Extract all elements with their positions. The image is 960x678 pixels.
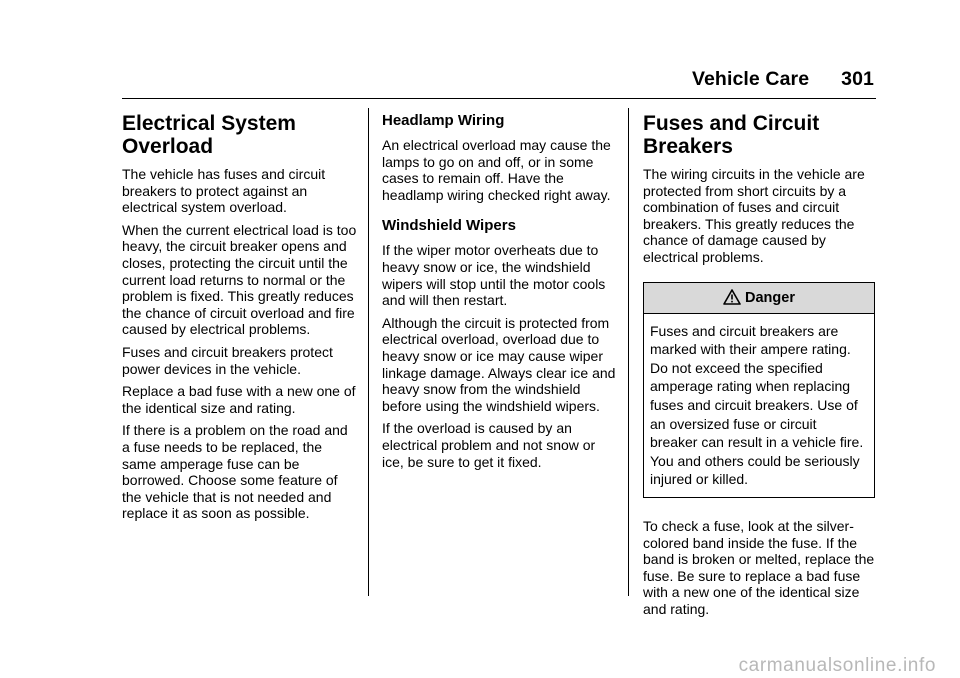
section-title: Vehicle Care <box>691 68 810 90</box>
column-fuses-breakers <box>643 108 878 623</box>
paragraph: To check a fuse, look at the silver-colored band inside the fuse. If the band is broken or melted, replace the fuse. Be sure to replace a bad fuse with a new one of the identical size and rating. <box>643 517 875 617</box>
fuses-breakers-title: Fuses and Circuit Breakers <box>643 112 820 158</box>
danger-header <box>644 283 874 314</box>
paragraph: The wiring circuits in the vehicle are protected from short circuits by a combination of fuses and circuit breakers. This greatly reduces the chance of damage caused by electrical problems. <box>643 166 865 265</box>
warning-icon <box>723 289 741 305</box>
electrical-overload-title: Electrical System Overload <box>122 112 296 158</box>
danger-text: Fuses and circuit breakers are marked with their ampere rating. Do not exceed the specified amperage rating when replacing fuses and circuit breakers. Use of an oversized fuse or circuit breaker can result in a vehicle fire. You and others could be seriously injured or killed. <box>650 322 864 488</box>
paragraph: If there is a problem on the road and a fuse needs to be replaced, the same amperage fuse can be borrowed. Choose some feature of the vehicle that is not needed and replace it as soon as possible. <box>122 422 348 522</box>
danger-label: Danger <box>745 289 795 306</box>
watermark: carmanualsonline.info <box>738 655 936 676</box>
column-electrical-overload <box>122 108 358 528</box>
column-divider-1 <box>368 108 369 596</box>
paragraph: Although the circuit is protected from electrical overload, overload due to heavy snow or ice may cause wiper linkage damage. Always clear ice and heavy snow from the windshield before using the windshield wipers. <box>382 314 616 414</box>
danger-body <box>644 314 874 497</box>
page-number: 301 <box>841 68 874 90</box>
page-header <box>692 68 874 91</box>
paragraph: When the current electrical load is too heavy, the circuit breaker opens and closes, protecting the circuit until the current load returns to normal or the problem is fixed. This greatly reduces the chance of circuit overload and fire caused by electrical problems. <box>122 221 357 338</box>
column-headlamp-wipers <box>382 108 618 476</box>
paragraph: An electrical overload may cause the lamps to go on and off, or in some cases to remain off. Have the headlamp wiring checked right away. <box>382 137 611 203</box>
headlamp-wiring-heading: Headlamp Wiring <box>382 112 505 129</box>
paragraph: The vehicle has fuses and circuit breakers to protect against an electrical system overload. <box>122 166 326 216</box>
column-divider-2 <box>628 108 629 596</box>
paragraph: Replace a bad fuse with a new one of the identical size and rating. <box>122 383 356 416</box>
paragraph: If the overload is caused by an electrical problem and not snow or ice, be sure to get it fixed. <box>382 420 596 470</box>
paragraph: If the wiper motor overheats due to heavy snow or ice, the windshield wipers will stop until the motor cools and will then restart. <box>382 242 606 309</box>
windshield-wipers-heading: Windshield Wipers <box>382 217 516 235</box>
paragraph: Fuses and circuit breakers protect power devices in the vehicle. <box>122 343 333 377</box>
header-divider <box>122 98 876 99</box>
danger-callout <box>643 282 875 498</box>
